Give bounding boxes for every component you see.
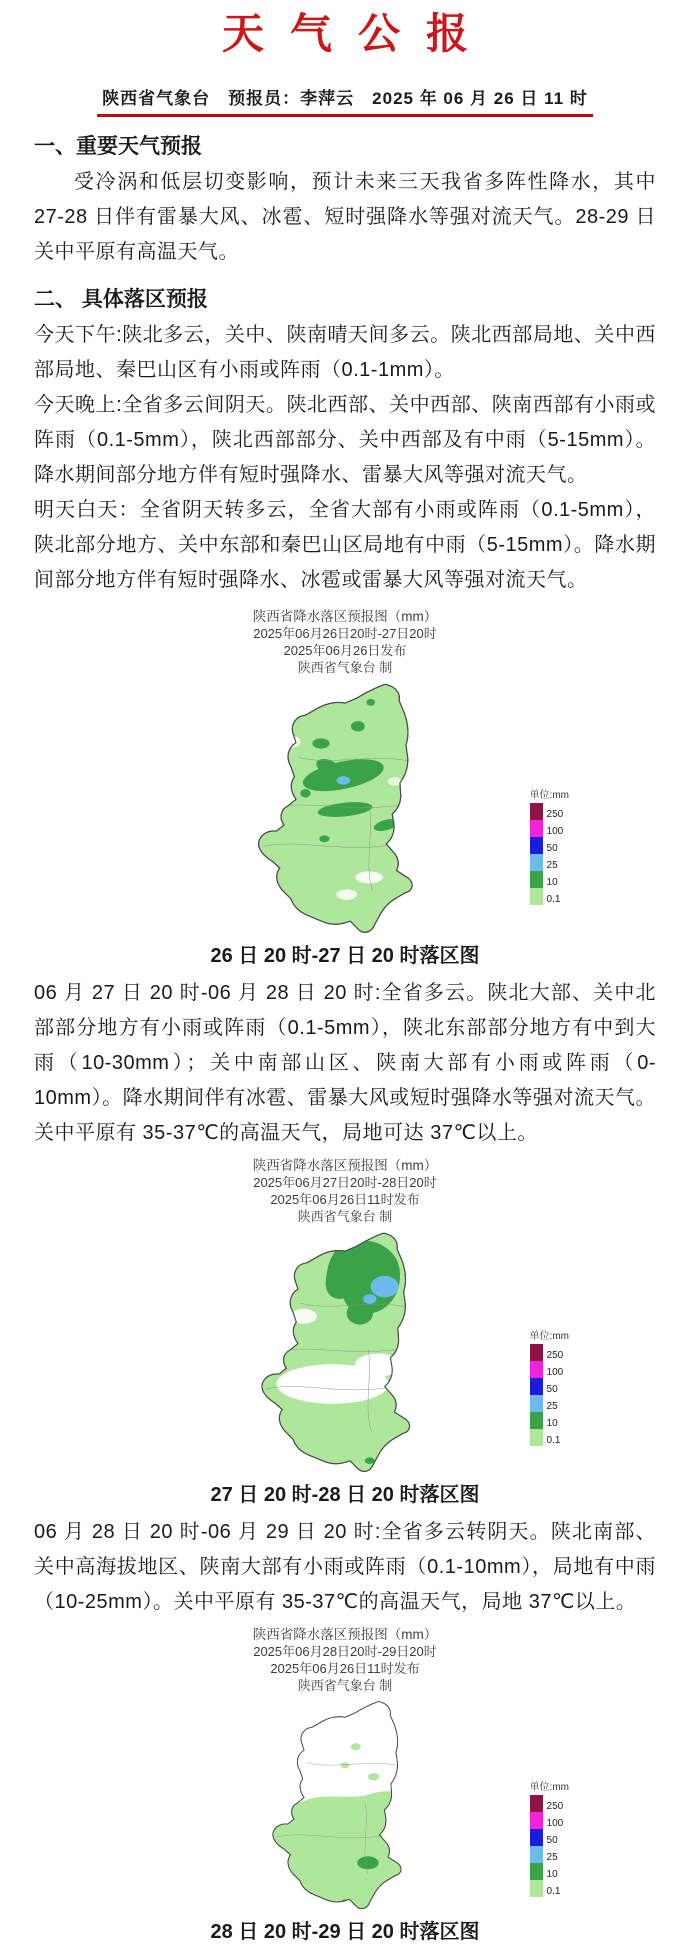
legend-value: 25 [546,860,558,871]
legend-row [530,1429,569,1446]
legend-swatch [530,1846,543,1863]
legend-row [530,1378,569,1395]
legend-value: 100 [546,1818,564,1829]
legend-value: 50 [546,1835,558,1846]
legend-row [530,837,569,854]
legend-swatch [530,1429,543,1446]
legend-value: 100 [546,826,564,837]
section2-heading: 二、 具体落区预报 [34,288,208,311]
paragraph-forecast-27-28: 06 月 27 日 20 时-06 月 28 日 20 时:全省多云。陕北大部、关中北部部分地方有小雨或阵雨（0.1-5mm），陕北东部部分地方有中到大雨（10-30mm）；关中南部山区、陕南大部有小雨或阵雨（0-10mm）。降水期间伴有冰雹、雷暴大风或短时强降水等强对流天气。关中平原有 35-37℃的高温天气，局地可达 37℃以上。 [34,982,656,1144]
legend-value: 0.1 [546,1435,561,1446]
legend-value: 100 [546,1367,564,1378]
legend-swatch [530,888,543,905]
map1-legend [530,786,569,905]
map2-header [34,1157,656,1225]
legend-swatch [530,854,543,871]
legend-row [530,871,569,888]
paragraph-tomorrow-day: 明天白天：全省阴天转多云，全省大部有小雨或阵雨（0.1-5mm），陕北部分地方、关中东部和秦巴山区局地有中雨（5-15mm）。降水期间部分地方伴有短时强降水、冰雹或雷暴大风等强对流天气。 [34,499,656,591]
map1-period: 2025年06月26日20时-27日20时 [253,626,437,641]
paragraph-tonight: 今天晚上:全省多云间阴天。陕北西部、关中西部、陕南西部有小雨或阵雨（0.1-5mm），陕北西部部分、关中西部及有中雨（5-15mm）。降水期间部分地方伴有短时强降水、雷暴大风等强对流天气。 [34,394,656,486]
legend-row [530,1795,569,1812]
legend-swatch [530,1344,543,1361]
legend-swatch [530,837,543,854]
legend-row [530,1412,569,1429]
shaanxi-map-2 [246,1227,444,1475]
precip-map-figure-2 [34,1157,656,1509]
paragraph-important-weather: 受冷涡和低层切变影响，预计未来三天我省多阵性降水，其中27-28 日伴有雷暴大风、冰雹、短时强降水等强对流天气。28-29 日关中平原有高温天气。 [34,171,656,263]
legend-swatch [530,803,543,820]
red-divider [97,114,593,117]
legend-swatch [530,1812,543,1829]
legend-title: 单位:mm [529,1331,569,1342]
legend-value: 50 [546,1384,558,1395]
shaanxi-map-3 [259,1696,431,1912]
paragraph-forecast-28-29: 06 月 28 日 20 时-06 月 29 日 20 时:全省多云转阴天。陕北南部、关中高海拔地区、陕南大部有小雨或阵雨（0.1-10mm），局地有中雨（10-25mm）。关中平原有 35-37℃的高温天气，局地 37℃以上。 [34,1521,656,1613]
map1-maker: 陕西省气象台 制 [297,660,393,675]
legend-row [530,820,569,837]
legend-swatch [530,1795,543,1812]
legend-swatch [530,1829,543,1846]
legend-row [530,854,569,871]
legend-value: 50 [546,843,558,854]
legend-row [530,1880,569,1897]
legend-value: 10 [546,877,558,888]
map3-legend [530,1778,569,1897]
map3-canvas [115,1696,575,1914]
map3-header [34,1626,656,1694]
legend-value: 0.1 [546,1886,561,1897]
issuer-forecaster-datetime: 陕西省气象台 预报员：李萍云 2025 年 06 月 26 日 11 时 [102,89,588,108]
legend-swatch [530,820,543,837]
map2-period: 2025年06月27日20时-28日20时 [253,1175,437,1190]
paragraph-today-afternoon: 今天下午:陕北多云，关中、陕南晴天间多云。陕北西部局地、关中西部局地、秦巴山区有小雨或阵雨（0.1-1mm）。 [34,324,656,381]
legend-row [530,1344,569,1361]
legend-value: 10 [546,1869,558,1880]
legend-swatch [530,1863,543,1880]
map3-issued: 2025年06月26日11时发布 [270,1661,420,1676]
legend-row [530,1829,569,1846]
legend-row [530,1395,569,1412]
meta-section [34,84,656,117]
map1-caption: 26 日 20 时-27 日 20 时落区图 [210,945,480,967]
map2-maker: 陕西省气象台 制 [297,1209,393,1224]
legend-value: 0.1 [546,894,561,905]
legend-value: 250 [546,809,564,820]
document-body [34,131,656,1946]
map2-canvas [115,1227,575,1477]
legend-value: 250 [546,1801,564,1812]
legend-value: 10 [546,1418,558,1429]
legend-swatch [530,1361,543,1378]
map2-caption: 27 日 20 时-28 日 20 时落区图 [210,1484,480,1506]
legend-row [530,1361,569,1378]
section1-heading: 一、重要天气预报 [34,135,202,158]
legend-value: 250 [546,1350,564,1361]
legend-title: 单位:mm [529,1782,569,1793]
legend-swatch [530,871,543,888]
legend-row [530,1846,569,1863]
page-title: 天气公报 [221,10,494,57]
map1-title: 陕西省降水落区预报图（mm） [252,609,438,624]
legend-value: 25 [546,1401,558,1412]
legend-swatch [530,1880,543,1897]
precip-map-figure-3 [34,1626,656,1946]
map1-header [34,608,656,676]
legend-row [530,1812,569,1829]
map2-legend [530,1327,569,1446]
legend-swatch [530,1378,543,1395]
map3-caption: 28 日 20 时-29 日 20 时落区图 [210,1921,480,1943]
map1-canvas [115,678,575,938]
map2-issued: 2025年06月26日11时发布 [270,1192,420,1207]
legend-swatch [530,1395,543,1412]
legend-row [530,803,569,820]
map3-period: 2025年06月28日20时-29日20时 [253,1644,437,1659]
legend-row [530,1863,569,1880]
legend-title: 单位:mm [529,790,569,801]
legend-swatch [530,1412,543,1429]
map3-maker: 陕西省气象台 制 [297,1678,393,1693]
shaanxi-map-1 [242,678,448,936]
legend-row [530,888,569,905]
legend-value: 25 [546,1852,558,1863]
precip-map-figure-1 [34,608,656,970]
map1-issued: 2025年06月26日发布 [283,643,407,658]
map3-title: 陕西省降水落区预报图（mm） [252,1627,438,1642]
map2-title: 陕西省降水落区预报图（mm） [252,1158,438,1173]
